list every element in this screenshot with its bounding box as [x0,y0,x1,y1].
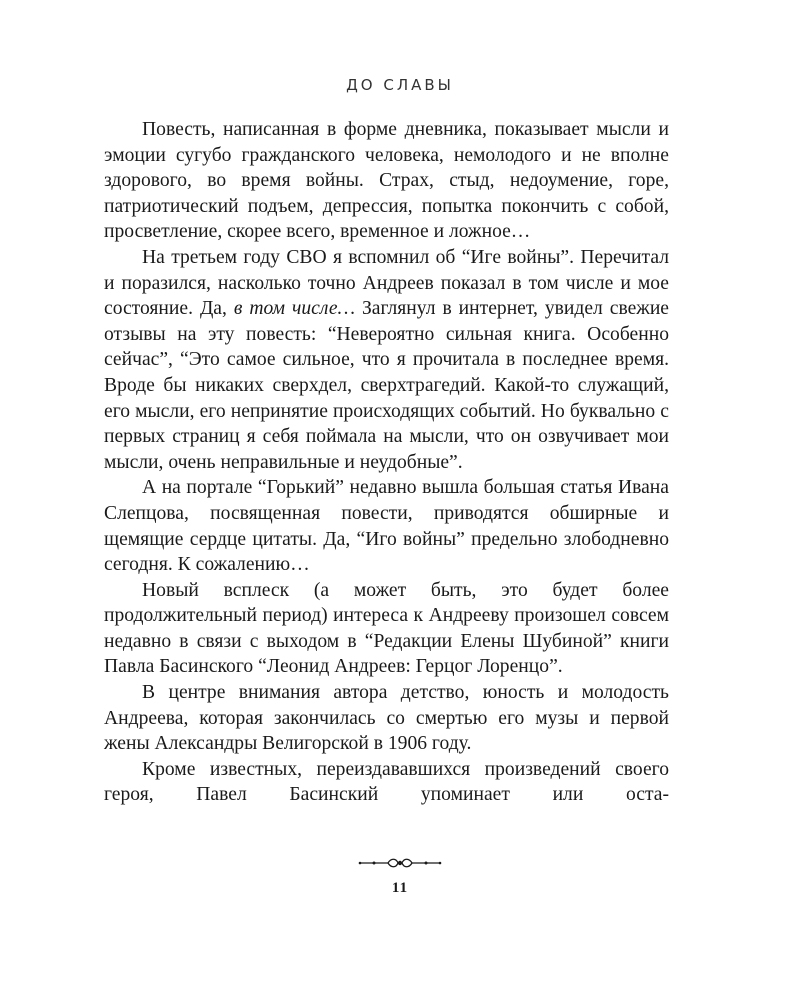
running-head: ДО СЛАВЫ [346,76,454,94]
paragraph-1: Повесть, написанная в форме дневника, показывает мысли и эмоции сугубо гражданского человека, немолодого и не вполне здорового, во время войны. Страх, стыд, недоумение, горе, патриотический подъем, депрессия, попытка покончить с собой, просветление, скорее всего, временное и ложное… [104,119,669,243]
paragraph-6: Кроме известных, переиздававшихся произведений своего героя, Павел Басинский упоминает или оста- [104,758,669,806]
paragraph-5: В центре внимания автора детство, юность и молодость Андреева, которая закончилась со смертью его музы и первой жены Александры Велигорской в 1906 году. [104,682,669,755]
paragraph-4: Новый всплеск (а может быть, это будет более продолжительный период) интереса к Андрееву произошел совсем недавно в связи с выходом в “Редакции Елены Шубиной” книги Павла Басинского “Леонид Андреев: Герцог Лоренцо”. [104,579,669,678]
paragraph-3: А на портале “Горький” недавно вышла большая статья Ивана Слепцова, посвященная повести, приводятся обширные и щемящие сердце цитаты. Да, “Иго войны” предельно злободневно сегодня. К сожалению… [104,477,669,576]
paragraph-2 [104,245,669,475]
body-text [104,117,669,808]
paragraph-2-text-end: Заглянул в интернет, увидел свежие отзывы на эту повесть: “Невероятно сильная книга. Особенно сейчас”, “Это самое сильное, что я прочитала в последнее время. Вроде бы никаких сверхдел, сверхтрагедий. Какой-то служащий, его мысли, его непринятие происходящих событий. Но буквально с первых страниц я себя поймала на мысли, что он озвучивает мои мысли, очень неправильные и неудобные”. [104,298,670,473]
page-number: 11 [391,880,409,896]
paragraph-2-text-start: На третьем году СВО я вспомнил об “Иге войны”. Перечитал и поразился, насколько точно Андреев показал в том числе и мое состояние. Да, [104,246,669,320]
paragraph-2-italic: в том числе… [233,298,355,320]
fleuron-ornament-icon [358,857,442,869]
